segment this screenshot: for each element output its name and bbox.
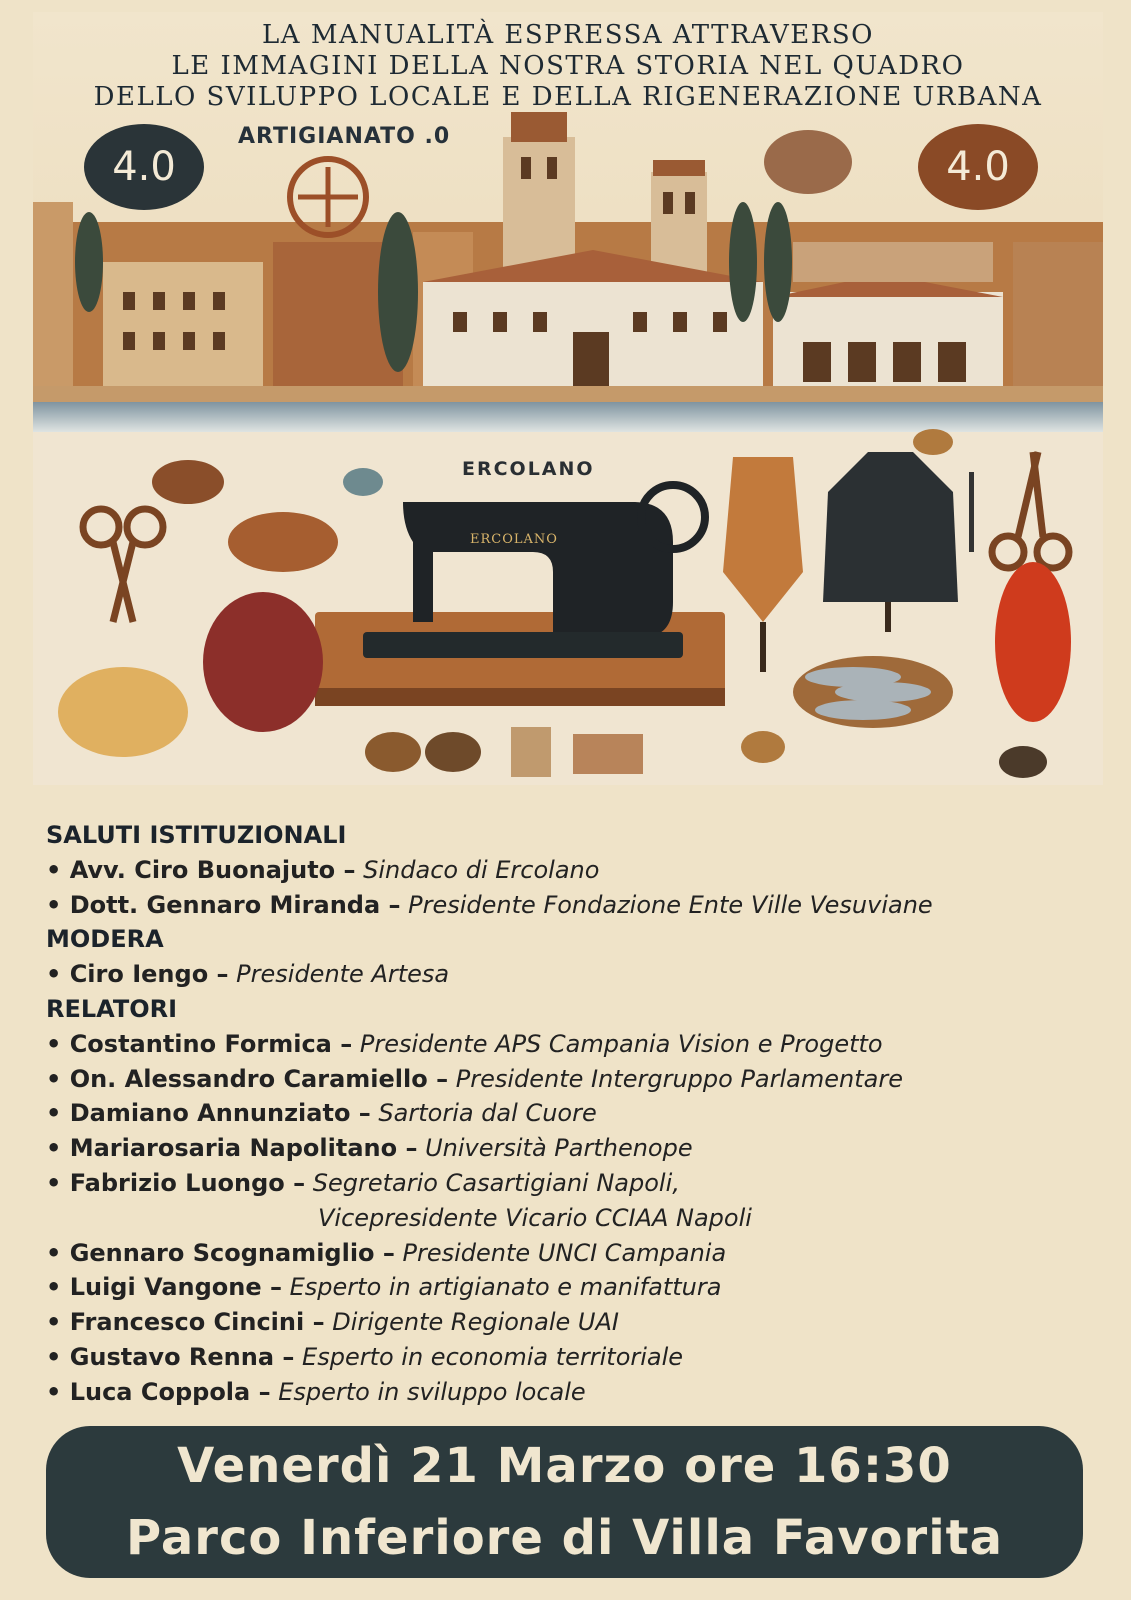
speaker-name: • Costantino Formica –	[46, 1029, 353, 1058]
event-place: Parco Inferiore di Villa Favorita	[126, 1510, 1003, 1566]
event-date: Venerdì 21 Marzo ore 16:30	[177, 1438, 952, 1494]
speaker-role: Vicepresidente Vicario CCIAA Napoli	[318, 1203, 752, 1232]
speaker-name: • Luigi Vangone –	[46, 1273, 282, 1302]
speaker-name: • Ciro Iengo –	[46, 960, 229, 989]
speaker-role: Esperto in sviluppo locale	[270, 1377, 586, 1406]
list-item	[46, 1270, 1106, 1305]
speaker-name: • On. Alessandro Caramiello –	[46, 1064, 449, 1093]
list-item	[46, 1027, 1106, 1062]
speaker-name: • Avv. Ciro Buonajuto –	[46, 855, 356, 884]
badge-4-0-left: 4.0	[84, 124, 204, 210]
brand-label: ARTIGIANATO .0	[238, 124, 451, 149]
speaker-name: • Dott. Gennaro Miranda –	[46, 890, 401, 919]
speaker-name: • Francesco Cincini –	[46, 1308, 325, 1337]
illustration-svg	[33, 12, 1103, 785]
speaker-name: • Fabrizio Luongo –	[46, 1168, 306, 1197]
section-title-saluti: SALUTI ISTITUZIONALI	[46, 821, 347, 849]
program-list	[46, 818, 1106, 1410]
list-item	[46, 1305, 1106, 1340]
list-item	[46, 1236, 1106, 1271]
list-item	[46, 1096, 1106, 1131]
speaker-role: Esperto in economia territoriale	[294, 1342, 684, 1371]
list-item	[46, 1131, 1106, 1166]
speaker-name: • Luca Coppola –	[46, 1377, 271, 1406]
section-title-relatori: RELATORI	[46, 994, 178, 1023]
list-item	[46, 957, 1106, 992]
speaker-role: Sindaco di Ercolano	[355, 855, 600, 884]
speaker-name: • Damiano Annunziato –	[46, 1099, 371, 1128]
speaker-role: Segretario Casartigiani Napoli,	[305, 1168, 680, 1197]
speaker-role: Presidente Artesa	[228, 960, 450, 989]
list-item	[46, 888, 1106, 923]
headline-line-2: LE IMMAGINI DELLA NOSTRA STORIA NEL QUADRO	[171, 51, 965, 81]
illustration	[33, 12, 1103, 785]
badge-4-0-right: 4.0	[918, 124, 1038, 210]
speaker-name: • Gennaro Scognamiglio –	[46, 1238, 395, 1267]
speaker-name: • Gustavo Renna –	[46, 1342, 295, 1371]
list-item	[46, 1375, 1106, 1410]
speaker-role: Sartoria dal Cuore	[370, 1099, 597, 1128]
list-item	[46, 1166, 1106, 1201]
sea-band	[33, 402, 1103, 432]
poster-headline	[33, 20, 1103, 113]
speaker-name: • Mariarosaria Napolitano –	[46, 1134, 418, 1163]
list-item	[46, 853, 1106, 888]
headline-line-3: DELLO SVILUPPO LOCALE E DELLA RIGENERAZIONE URBANA	[93, 82, 1043, 112]
speaker-role: Presidente Intergruppo Parlamentare	[448, 1064, 903, 1093]
speaker-role: Presidente APS Campania Vision e Progetto	[352, 1029, 883, 1058]
speaker-role: Presidente Fondazione Ente Ville Vesuviane	[400, 890, 933, 919]
speaker-role: Presidente UNCI Campania	[394, 1238, 727, 1267]
list-item	[46, 1062, 1106, 1097]
sewing-machine-label: ERCOLANO	[470, 532, 558, 547]
town-label: ERCOLANO	[462, 458, 595, 480]
list-item	[46, 1340, 1106, 1375]
speaker-role: Università Parthenope	[417, 1134, 693, 1163]
event-banner	[46, 1426, 1083, 1578]
headline-line-1: LA MANUALITÀ ESPRESSA ATTRAVERSO	[262, 20, 874, 50]
list-item-continuation	[46, 1201, 1106, 1236]
speaker-role: Dirigente Regionale UAI	[324, 1308, 619, 1337]
section-title-modera: MODERA	[46, 925, 164, 954]
speaker-role: Esperto in artigianato e manifattura	[282, 1273, 722, 1302]
